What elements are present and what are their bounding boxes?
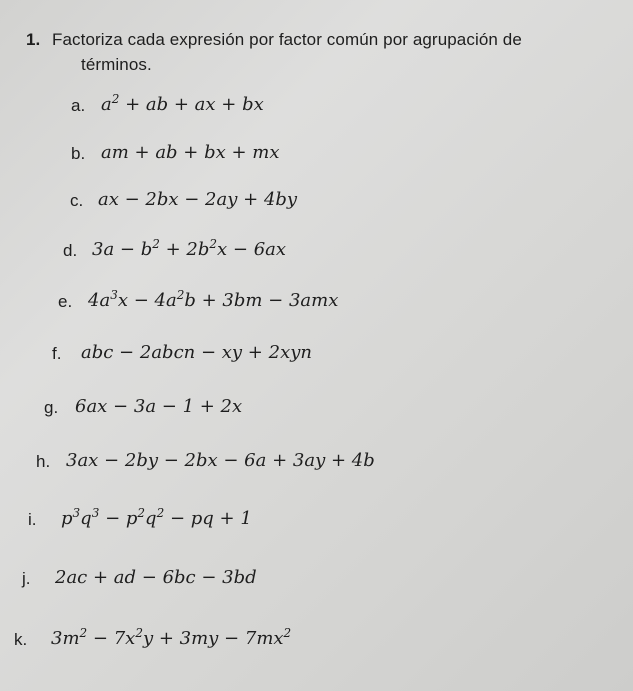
exercise-item-f [0, 340, 633, 370]
item-expression: $4a^3x - 4a^2b + 3bm - 3amx$ [88, 288, 339, 311]
item-label: c. [70, 191, 84, 210]
item-label: k. [14, 630, 28, 649]
exercise-item-d [0, 237, 633, 267]
item-label: j. [22, 569, 31, 588]
item-expression: abc − 2abcn − xy + 2xyn [81, 342, 312, 363]
item-label: a. [71, 96, 86, 115]
item-label: i. [28, 510, 37, 529]
exercise-instruction-line1: Factoriza cada expresión por factor común por agrupación de [52, 30, 522, 49]
exercise-item-g [0, 394, 633, 424]
item-expression: 2ac + ad − 6bc − 3bd [55, 567, 257, 588]
item-expression: $3a - b^2 + 2b^2x - 6ax$ [92, 237, 287, 260]
exercise-item-a [0, 92, 633, 122]
item-label: b. [71, 144, 86, 163]
item-expression: ax − 2bx − 2ay + 4by [98, 189, 298, 210]
exercise-item-c [0, 187, 633, 217]
item-label: e. [58, 292, 73, 311]
item-label: g. [44, 398, 59, 417]
item-label: d. [63, 241, 78, 260]
exercise-item-i [0, 506, 633, 536]
item-expression: $3m^2 - 7x^2y + 3my - 7mx^2$ [51, 626, 292, 649]
item-expression: 6ax − 3a − 1 + 2x [75, 396, 243, 417]
item-expression: $a^2$ + ab + ax + bx [101, 92, 264, 115]
exercise-item-j [0, 565, 633, 595]
item-expression: 3ax − 2by − 2bx − 6a + 3ay + 4b [66, 450, 375, 471]
item-label: h. [36, 452, 51, 471]
item-label: f. [52, 344, 62, 363]
exercise-instruction-line2: términos. [81, 55, 152, 74]
exercise-item-e [0, 288, 633, 318]
exercise-item-h [0, 448, 633, 478]
exercise-number: 1. [26, 30, 41, 49]
exercise-item-k [0, 626, 633, 656]
exercise-item-b [0, 140, 633, 170]
item-expression: am + ab + bx + mx [101, 142, 280, 163]
item-expression: $p^3q^3 - p^2q^2$ − pq + 1 [61, 506, 252, 529]
